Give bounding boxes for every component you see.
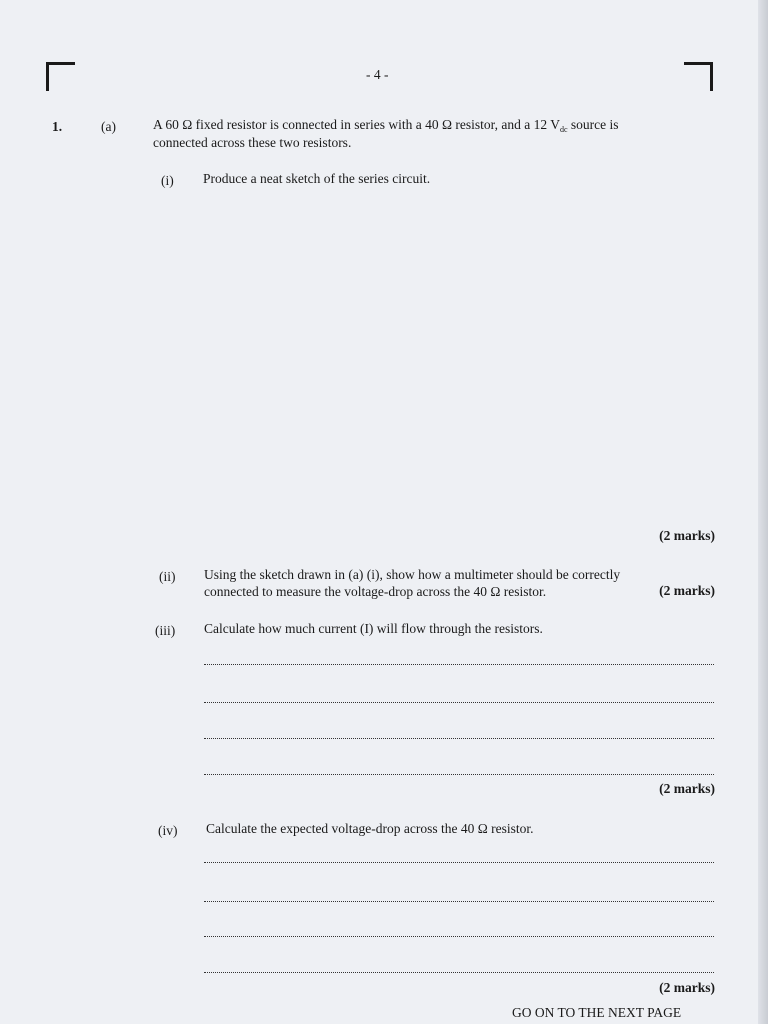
- answer-line: [204, 862, 714, 863]
- sub-question-iii-text: Calculate how much current (I) will flow through the resistors.: [204, 621, 543, 636]
- answer-line: [204, 901, 714, 902]
- answer-line: [204, 774, 714, 775]
- answer-line: [204, 664, 714, 665]
- question-number: 1.: [52, 119, 63, 134]
- sub-question-i-marks: (2 marks): [659, 528, 715, 543]
- page-number: - 4 -: [366, 67, 389, 82]
- question-intro-line2: connected across these two resistors.: [153, 135, 352, 150]
- sub-question-iii-label: (iii): [155, 623, 176, 638]
- sub-question-ii-line2: connected to measure the voltage-drop across the 40 Ω resistor.: [204, 584, 547, 599]
- sub-question-i-label: (i): [161, 173, 174, 188]
- corner-mark-top-left: [46, 62, 75, 91]
- sub-question-iii-marks: (2 marks): [659, 781, 715, 796]
- sub-question-ii-line1: Using the sketch drawn in (a) (i), show how a multimeter should be correctly: [204, 567, 621, 582]
- sub-question-iv-text: Calculate the expected voltage-drop across the 40 Ω resistor.: [206, 821, 534, 836]
- sub-question-ii-marks: (2 marks): [659, 583, 715, 598]
- sub-question-iv-label: (iv): [158, 823, 178, 838]
- question-intro-line1: A 60 Ω fixed resistor is connected in series with a 40 Ω resistor, and a 12 $V_{dc}$ source is: [153, 117, 619, 134]
- sub-question-i-text: Produce a neat sketch of the series circuit.: [203, 171, 431, 186]
- footer-next-page: GO ON TO THE NEXT PAGE: [512, 1005, 682, 1020]
- question-part-label: (a): [101, 119, 116, 134]
- answer-line: [204, 936, 714, 937]
- answer-line: [204, 972, 714, 973]
- sub-question-ii-label: (ii): [159, 569, 176, 584]
- corner-mark-top-right: [684, 62, 713, 91]
- answer-line: [204, 738, 714, 739]
- paper-edge: [758, 0, 768, 1024]
- answer-line: [204, 702, 714, 703]
- sub-question-iv-marks: (2 marks): [659, 980, 715, 995]
